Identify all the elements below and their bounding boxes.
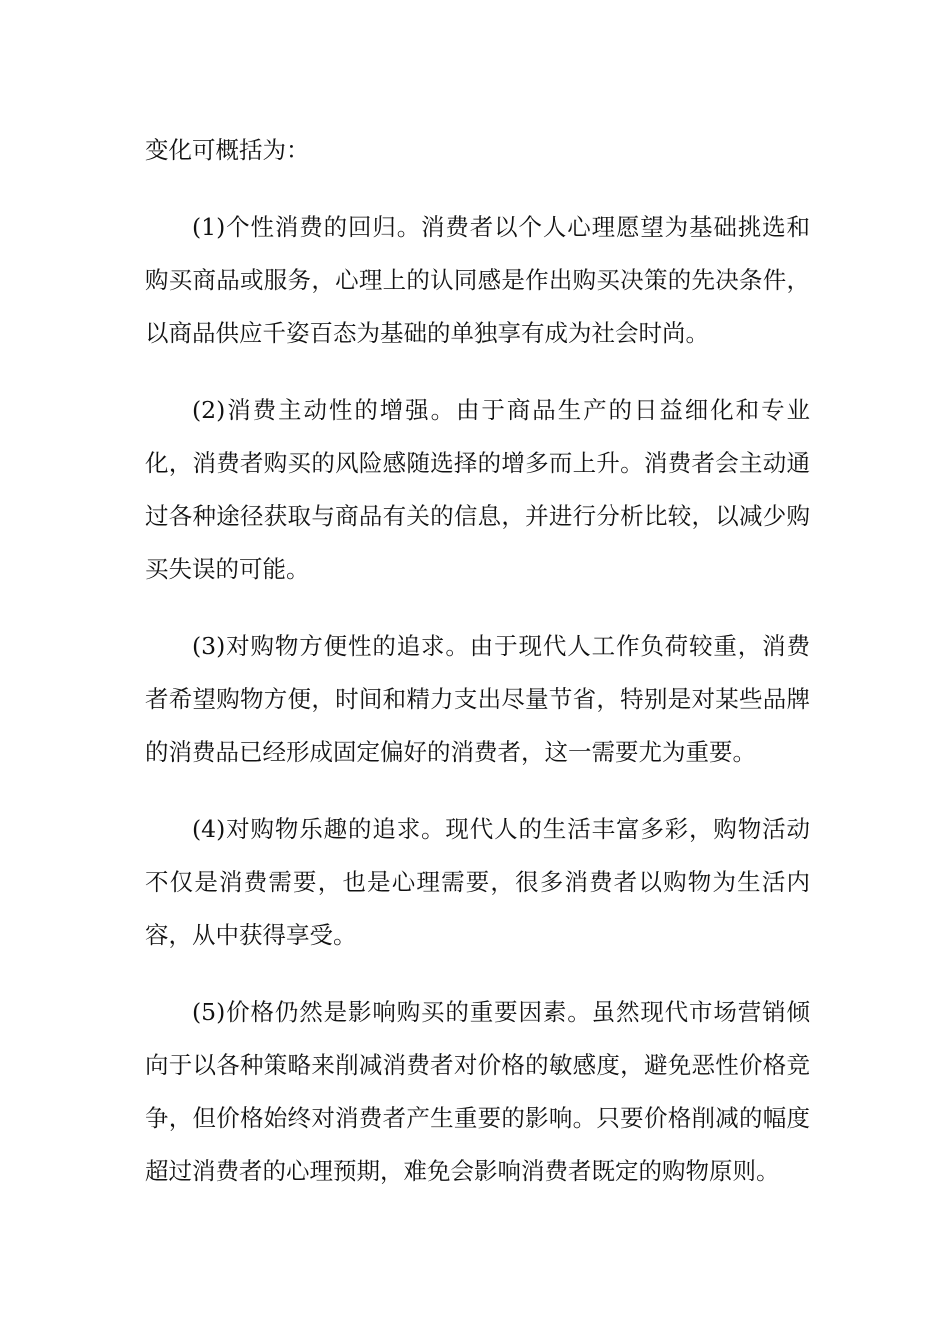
paragraph-shopping-enjoyment: (4)对购物乐趣的追求。现代人的生活丰富多彩，购物活动不仅是消费需要，也是心理需要，很多消费者以购物为生活内容，从中获得享受。: [145, 815, 810, 949]
paragraph-price-factor: (5)价格仍然是影响购买的重要因素。虽然现代市场营销倾向于以各种策略来削减消费者对价格的敏感度，避免恶性价格竞争，但价格始终对消费者产生重要的影响。只要价格削减的幅度超过消费者的心理预期，难免会影响消费者既定的购物原则。: [145, 998, 810, 1185]
paragraph-shopping-convenience: (3)对购物方便性的追求。由于现代人工作负荷较重，消费者希望购物方便，时间和精力支出尽量节省，特别是对某些品牌的消费品已经形成固定偏好的消费者，这一需要尤为重要。: [145, 632, 810, 766]
intro-paragraph: 变化可概括为：: [145, 136, 310, 164]
document-body: [145, 124, 810, 1222]
paragraph-consumer-initiative: (2)消费主动性的增强。由于商品生产的日益细化和专业化，消费者购买的风险感随选择的增多而上升。消费者会主动通过各种途径获取与商品有关的信息，并进行分析比较，以减少购买失误的可能。: [145, 396, 810, 583]
paragraph-individual-consumption: (1)个性消费的回归。消费者以个人心理愿望为基础挑选和购买商品或服务，心理上的认同感是作出购买决策的先决条件，以商品供应千姿百态为基础的单独享有成为社会时尚。: [145, 213, 810, 347]
